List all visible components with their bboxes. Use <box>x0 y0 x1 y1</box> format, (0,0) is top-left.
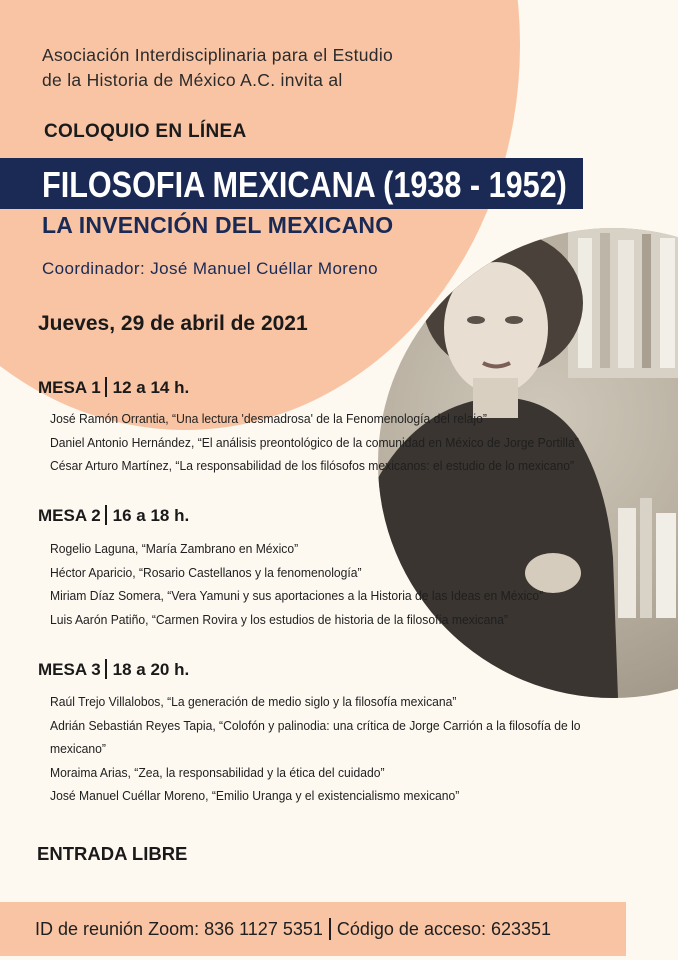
separator <box>329 918 331 940</box>
zoom-meeting-id: ID de reunión Zoom: 836 1127 5351 <box>35 919 323 939</box>
separator <box>105 377 107 397</box>
session-time: 12 a 14 h. <box>112 378 190 397</box>
organization-line-2: de la Historia de México A.C. invita al <box>42 70 343 90</box>
session-name: MESA 3 <box>38 660 101 679</box>
talk-item: Daniel Antonio Hernández, “El análisis preontológico de la comunidad en México de Jorge Portilla” <box>50 434 579 450</box>
talk-item: César Arturo Martínez, “La responsabilidad de los filósofos mexicanos: el estudio de lo mexicano” <box>50 458 574 473</box>
session-name: MESA 1 <box>38 378 101 397</box>
talk-item: Héctor Aparicio, “Rosario Castellanos y la fenomenología” <box>50 564 362 580</box>
talk-item: Raúl Trejo Villalobos, “La generación de medio siglo y la filosofía mexicana” <box>50 694 457 709</box>
talk-item: Rogelio Laguna, “María Zambrano en México” <box>50 541 299 556</box>
talk-item: Adrián Sebastián Reyes Tapia, “Colofón y palinodia: una crítica de Jorge Carrión a la filosofía de lo mexicano” <box>50 717 581 756</box>
zoom-access-code: Código de acceso: 623351 <box>336 919 552 939</box>
event-subtitle: LA INVENCIÓN DEL MEXICANO <box>42 212 394 238</box>
session-time: 16 a 18 h. <box>112 506 190 525</box>
zoom-info <box>35 902 551 956</box>
session-1-talks <box>50 407 650 478</box>
free-entry-label: ENTRADA LIBRE <box>37 843 188 864</box>
event-date: Jueves, 29 de abril de 2021 <box>38 312 308 335</box>
session-3-talks <box>50 690 650 808</box>
talk-item: Moraima Arias, “Zea, la responsabilidad y la ética del cuidado” <box>50 764 385 780</box>
session-3-header <box>38 659 189 680</box>
talk-item: Miriam Díaz Somera, “Vera Yamuni y sus aportaciones a la Historia de las Ideas en México” <box>50 588 544 603</box>
event-type-label: COLOQUIO EN LÍNEA <box>44 121 247 142</box>
talk-item: Luis Aarón Patiño, “Carmen Rovira y los estudios de historia de la filosofía mexicana” <box>50 611 508 627</box>
session-time: 18 a 20 h. <box>112 660 190 679</box>
separator <box>105 659 107 679</box>
talk-item: José Ramón Orrantia, “Una lectura 'desmadrosa' de la Fenomenología del relajo” <box>50 411 487 426</box>
organization-name <box>42 43 472 93</box>
coordinator-line: Coordinador: José Manuel Cuéllar Moreno <box>42 259 378 278</box>
session-2-header <box>38 505 189 526</box>
session-1-header <box>38 377 189 398</box>
event-title: FILOSOFIA MEXICANA (1938 - 1952) <box>42 164 567 205</box>
session-2-talks <box>50 537 650 631</box>
talk-item: José Manuel Cuéllar Moreno, “Emilio Uranga y el existencialismo mexicano” <box>50 788 460 803</box>
session-name: MESA 2 <box>38 506 101 525</box>
organization-line-1: Asociación Interdisciplinaria para el Estudio <box>42 45 394 65</box>
separator <box>105 505 107 525</box>
